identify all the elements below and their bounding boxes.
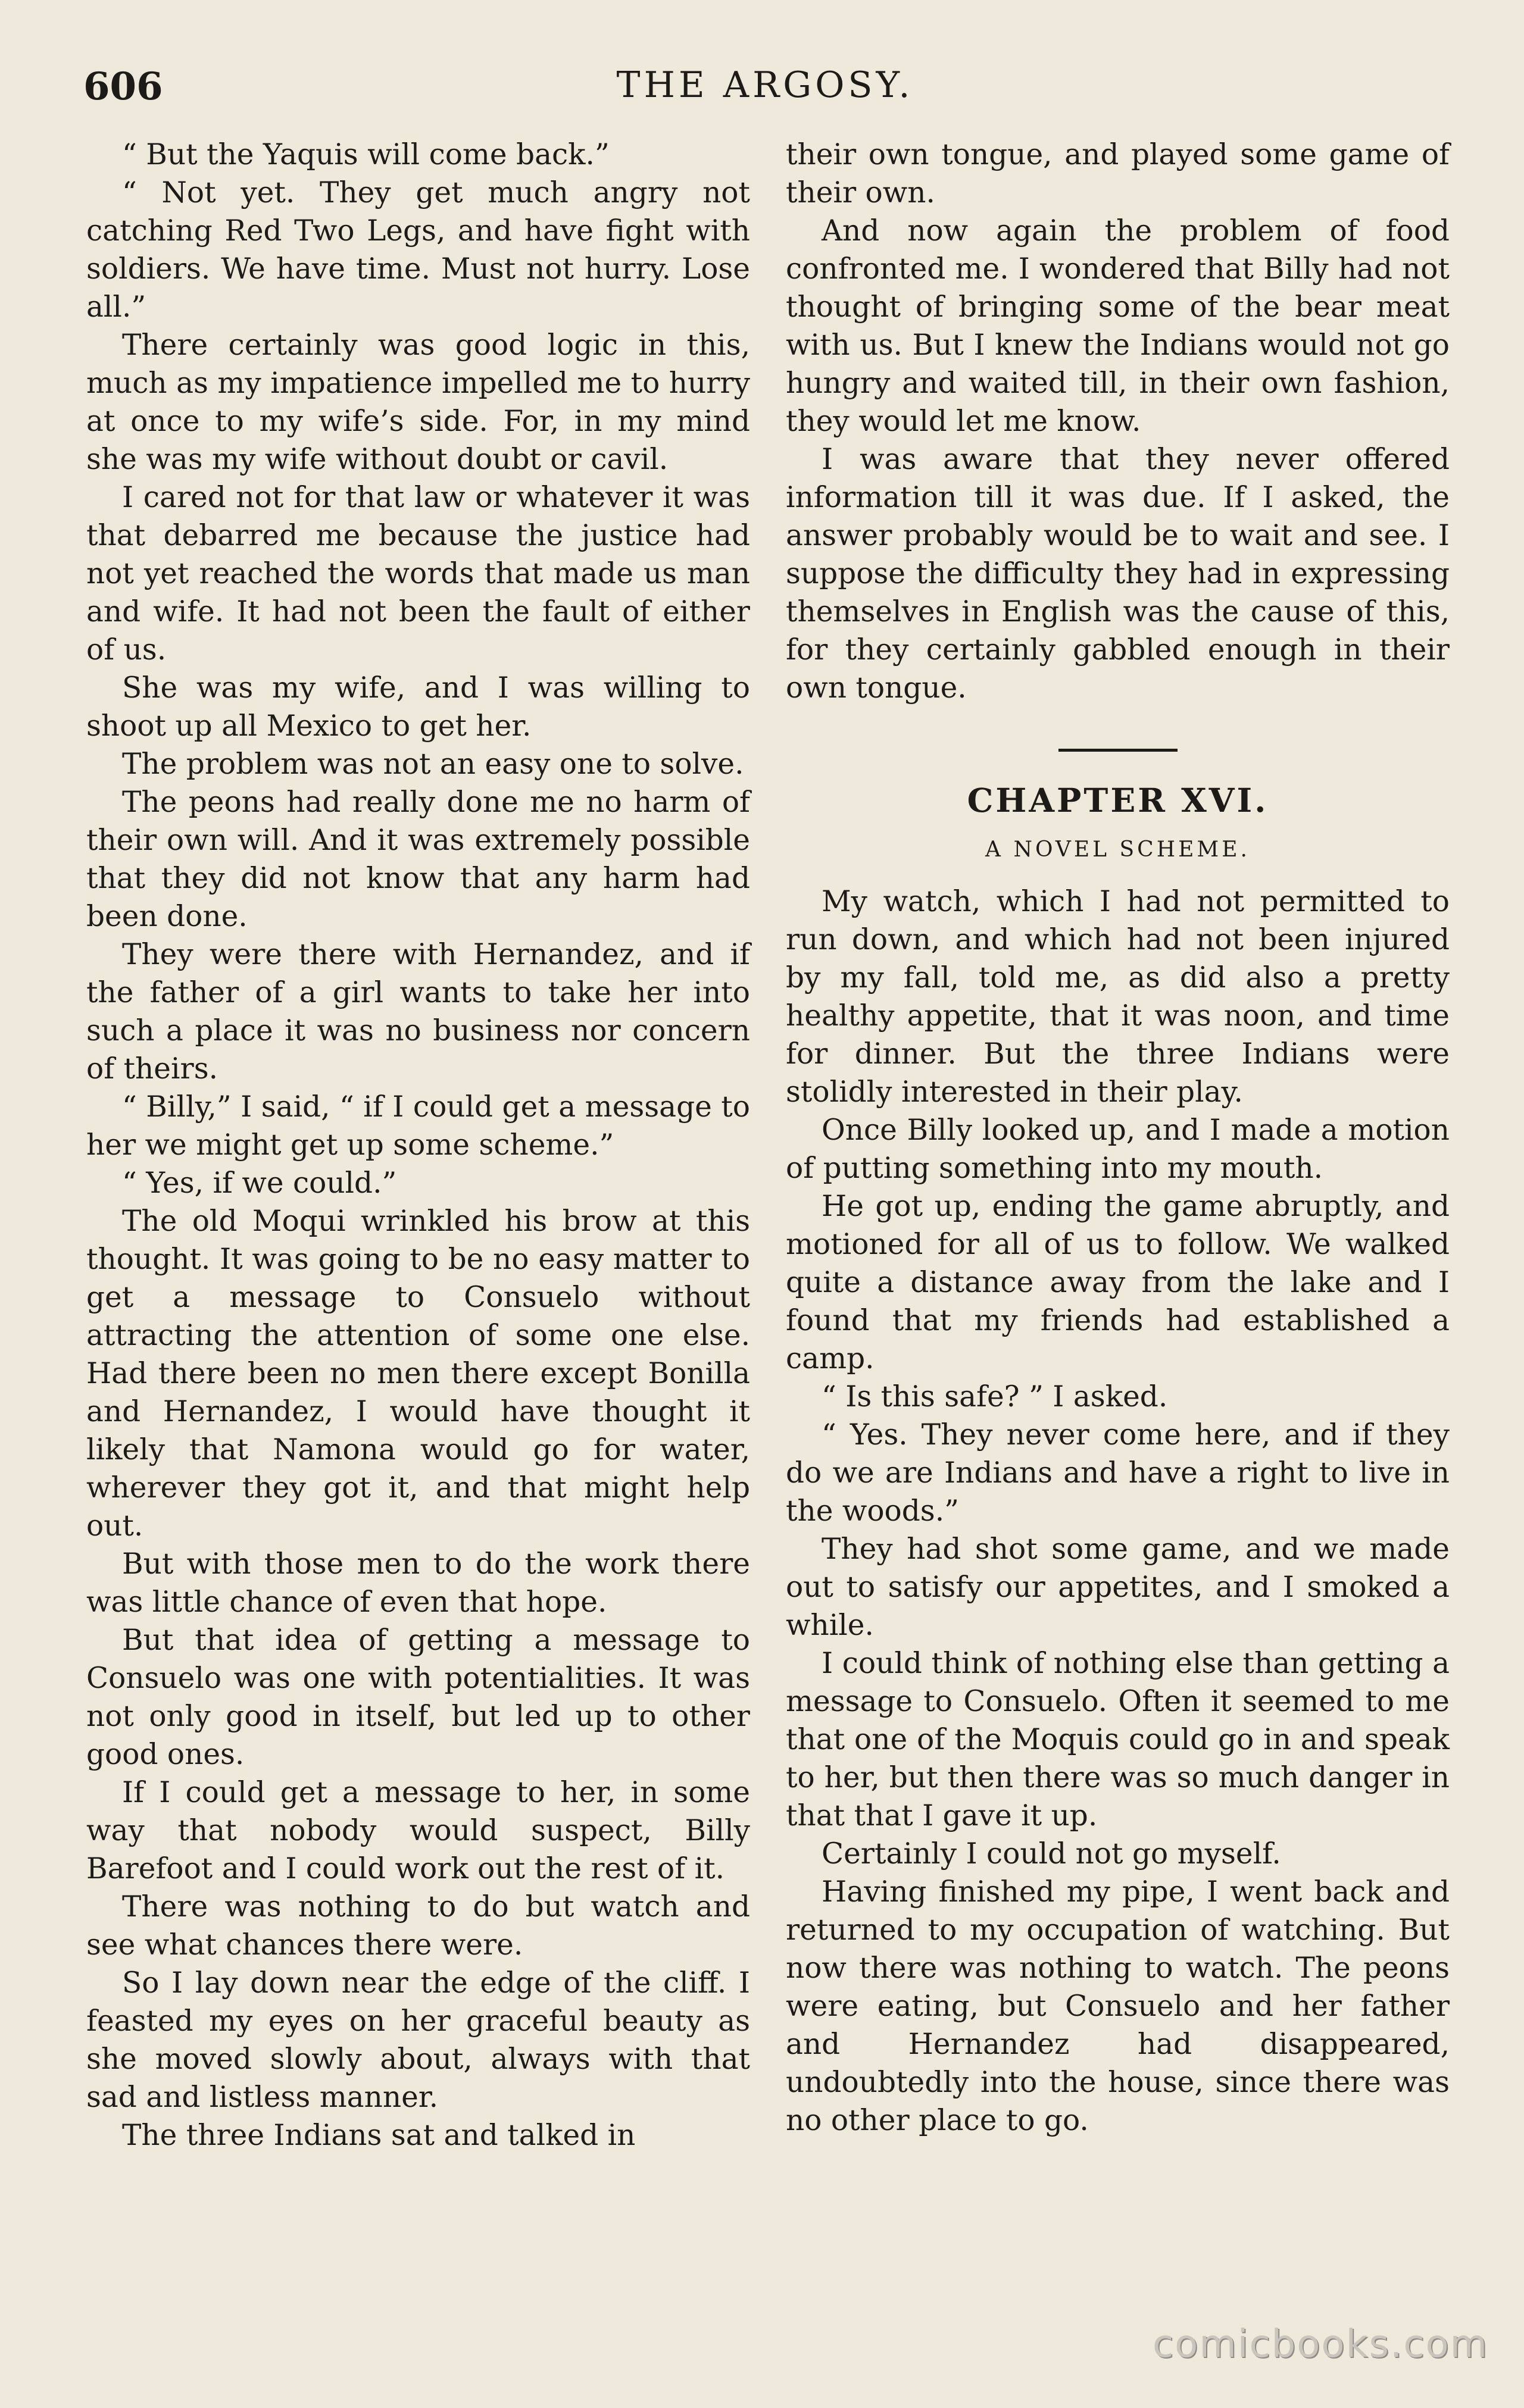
paragraph: The peons had really done me no harm of their own will. And it was extremely possible that they did not know that any harm had been done. bbox=[86, 786, 750, 933]
paragraph: If I could get a message to her, in some way that nobody would suspect, Billy Barefoot and I could work out the rest of it. bbox=[86, 1776, 750, 1885]
right-column bbox=[786, 136, 1450, 2140]
watermark: comicbooks.com bbox=[1152, 2322, 1488, 2366]
paragraph: Having finished my pipe, I went back and returned to my occupation of watching. But now there was nothing to watch. The peons were eating, but Consuelo and her father and Hernandez had disappeared, undoubtedly into the house, since there was no other place to go. bbox=[786, 1875, 1450, 2137]
paragraph: They had shot some game, and we made out to satisfy our appetites, and I smoked a while. bbox=[786, 1533, 1450, 1642]
paragraph: My watch, which I had not permitted to run down, and which had not been injured by my fall, told me, as did also a pretty healthy appetite, that it was noon, and time for dinner. But the three Indians were stolidly interested in their play. bbox=[786, 885, 1450, 1109]
paragraph: The problem was not an easy one to solve. bbox=[122, 748, 744, 781]
paragraph: They were there with Hernandez, and if the father of a girl wants to take her into such a place it was no business nor concern of theirs. bbox=[86, 938, 750, 1086]
section-divider bbox=[1058, 749, 1178, 752]
paragraph: Certainly I could not go myself. bbox=[822, 1837, 1281, 1871]
page-number: 606 bbox=[83, 64, 163, 109]
paragraph: There certainly was good logic in this, much as my impatience impelled me to hurry at once to my wife’s side. For, in my mind she was my wife without doubt or cavil. bbox=[86, 329, 750, 476]
paragraph: I was aware that they never offered information till it was due. If I asked, the answer probably would be to wait and see. I suppose the difficulty they had in expressing themselves in English was the cause of this, for they certainly gabbled enough in their own tongue. bbox=[786, 443, 1450, 705]
paragraph: And now again the problem of food confronted me. I wondered that Billy had not thought of bringing some of the bear meat with us. But I knew the Indians would not go hungry and waited till, in their own fashion, they would let me know. bbox=[786, 214, 1450, 438]
paragraph: So I lay down near the edge of the cliff. I feasted my eyes on her graceful beauty as she moved slowly about, always with that sad and listless manner. bbox=[86, 1966, 750, 2114]
paragraph: I could think of nothing else than getting a message to Consuelo. Often it seemed to me that one of the Moquis could go in and speak to her, but then there was so much danger in that that I gave it up. bbox=[786, 1647, 1450, 1832]
paragraph: “ Not yet. They get much angry not catching Red Two Legs, and have fight with soldiers. We have time. Must not hurry. Lose all.” bbox=[86, 176, 750, 324]
paragraph: There was nothing to do but watch and see what chances there were. bbox=[86, 1890, 750, 1962]
left-column bbox=[86, 136, 750, 2154]
chapter-title: CHAPTER XVI. bbox=[967, 781, 1269, 820]
paragraph: Once Billy looked up, and I made a motion of putting something into my mouth. bbox=[786, 1114, 1450, 1185]
paragraph-continued: their own tongue, and played some game of their own. bbox=[786, 138, 1450, 209]
paragraph: “ Yes. They never come here, and if they do we are Indians and have a right to live in the woods.” bbox=[786, 1418, 1450, 1528]
paragraph: The three Indians sat and talked in bbox=[122, 2119, 636, 2152]
paragraph: She was my wife, and I was willing to shoot up all Mexico to get her. bbox=[86, 671, 750, 743]
page-header bbox=[83, 60, 1447, 125]
paragraph: “ Is this safe? ” I asked. bbox=[822, 1380, 1168, 1413]
running-head: THE ARGOSY. bbox=[616, 64, 914, 106]
paragraph: “ Billy,” I said, “ if I could get a message to her we might get up some scheme.” bbox=[86, 1090, 750, 1162]
paragraph: “ But the Yaquis will come back.” bbox=[122, 138, 610, 171]
chapter-subtitle: A NOVEL SCHEME. bbox=[985, 837, 1250, 862]
paragraph: I cared not for that law or whatever it was that debarred me because the justice had not yet reached the words that made us man and wife. It had not been the fault of either of us. bbox=[86, 481, 750, 667]
paragraph: “ Yes, if we could.” bbox=[122, 1167, 397, 1200]
paragraph: But that idea of getting a message to Consuelo was one with potentialities. It was not only good in itself, but led up to other good ones. bbox=[86, 1624, 750, 1771]
paragraph: The old Moqui wrinkled his brow at this thought. It was going to be no easy matter to get a message to Consuelo without attracting the attention of some one else. Had there been no men there except Bonilla and Hernandez, I would have thought it likely that Namona would go for water, wherever they got it, and that might help out. bbox=[86, 1205, 750, 1543]
paragraph: But with those men to do the work there was little chance of even that hope. bbox=[86, 1547, 750, 1619]
paragraph: He got up, ending the game abruptly, and motioned for all of us to follow. We walked quite a distance away from the lake and I found that my friends had established a camp. bbox=[786, 1190, 1450, 1375]
